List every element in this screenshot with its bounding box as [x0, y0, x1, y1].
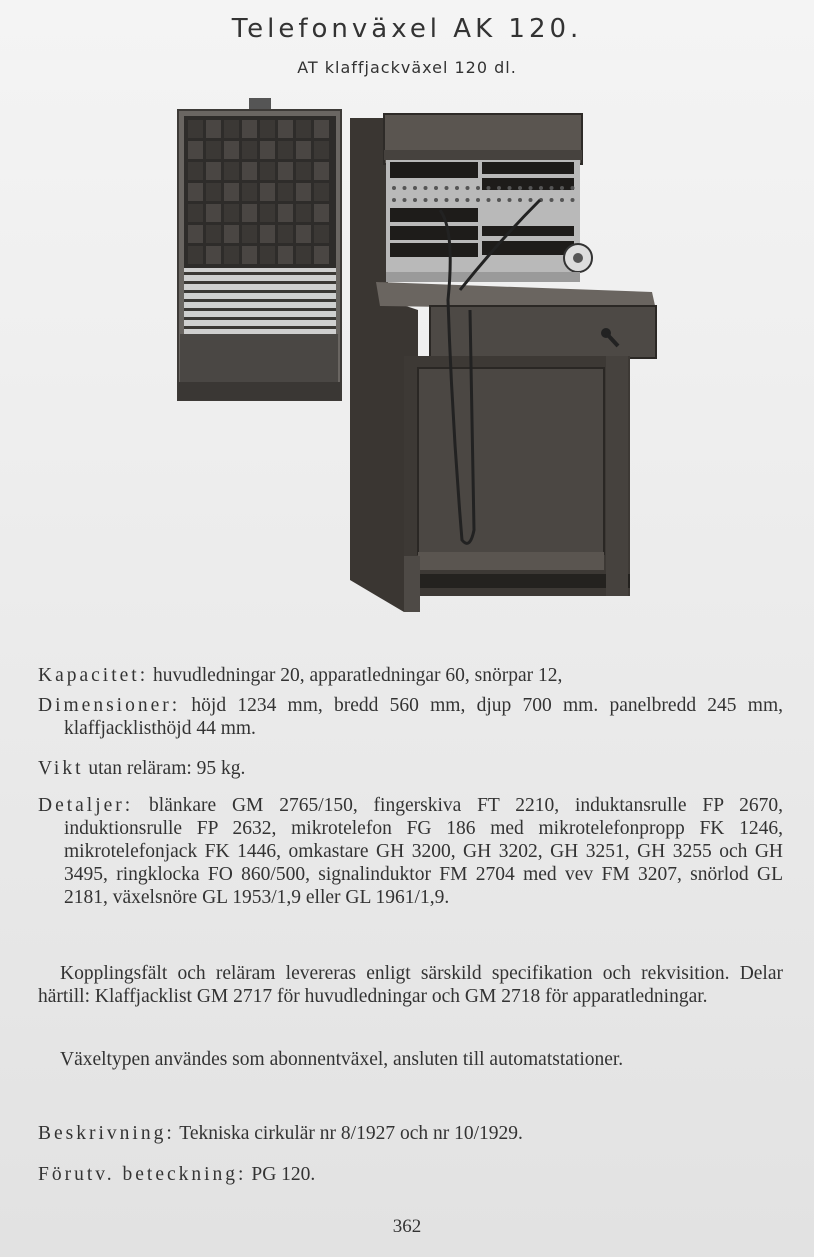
- relay-block: [206, 204, 221, 222]
- switchboard-cabinet-illustration: [350, 114, 656, 612]
- relay-block: [296, 225, 311, 243]
- relay-block: [206, 120, 221, 138]
- relay-block: [314, 183, 329, 201]
- page-number: 362: [392, 1216, 422, 1237]
- jack-dot: [508, 198, 512, 202]
- relay-block: [224, 183, 239, 201]
- jack-dot: [466, 198, 470, 202]
- spec-label-kapacitet: Kapacitet:: [38, 665, 149, 686]
- relay-block: [242, 141, 257, 159]
- relay-block: [278, 225, 293, 243]
- jack-dot: [476, 186, 480, 190]
- relay-block: [278, 120, 293, 138]
- reference-label-beskrivning: Beskrivning:: [38, 1123, 175, 1144]
- relay-block: [314, 204, 329, 222]
- relay-bar: [184, 326, 336, 329]
- relay-block: [242, 183, 257, 201]
- relay-bar: [184, 290, 336, 293]
- relay-block: [314, 246, 329, 264]
- jack-dot: [403, 186, 407, 190]
- jack-dot: [518, 198, 522, 202]
- relay-block: [206, 246, 221, 264]
- relay-bar: [184, 317, 336, 320]
- spec-text-detaljer: blänkare GM 2765/150, fingerskiva FT 2210, induktansrulle FP 2670, induktionsrulle FP 2632, mikrotelefon FG 186 med mikrotelefonpropp FK 1246, mikrotelefonjack FK 1446, omkastare GH 3200, GH 3202, GH 3251, GH 3255 och GH 3495, ringklocka FO 860/500, signalinduktor FM 2704 med vev FM 3207, snörlod GL 2181, växelsnöre GL 1953/1,9 eller GL 1961/1,9.: [64, 795, 783, 908]
- jack-dot: [529, 186, 533, 190]
- reference-beskrivning: [38, 1122, 783, 1145]
- relay-block: [206, 141, 221, 159]
- jack-dot: [571, 198, 575, 202]
- jack-dot: [434, 186, 438, 190]
- relay-block: [224, 120, 239, 138]
- jack-dot: [529, 198, 533, 202]
- paragraph-kopplingsfalt: Kopplingsfält och reläram levereras enligt särskild specifikation och rekvisition. Delar härtill: Klaffjacklist GM 2717 för huvudledningar och GM 2718 för apparatledningar.: [38, 963, 783, 1007]
- jack-dot: [466, 186, 470, 190]
- relay-block: [296, 141, 311, 159]
- relay-bar: [184, 308, 336, 311]
- jack-dot: [455, 186, 459, 190]
- relay-block: [278, 183, 293, 201]
- jack-dot: [392, 186, 396, 190]
- relay-block: [296, 120, 311, 138]
- relay-block: [260, 120, 275, 138]
- relay-block: [260, 204, 275, 222]
- relay-block: [296, 183, 311, 201]
- relay-block: [188, 162, 203, 180]
- spec-text-kapacitet: huvudledningar 20, apparatledningar 60, snörpar 12,: [153, 665, 563, 686]
- relay-block: [260, 183, 275, 201]
- jack-dot: [497, 186, 501, 190]
- jack-dot: [560, 186, 564, 190]
- relay-block: [278, 141, 293, 159]
- reference-text-forutv: PG 120.: [251, 1164, 316, 1185]
- jack-dot: [413, 198, 417, 202]
- jack-dot: [445, 198, 449, 202]
- relay-block: [188, 120, 203, 138]
- relay-block: [296, 246, 311, 264]
- jack-dot: [508, 186, 512, 190]
- spec-kapacitet: [38, 664, 783, 687]
- jack-dot: [413, 186, 417, 190]
- jack-dot: [455, 198, 459, 202]
- spec-text-vikt: utan reläram: 95 kg.: [88, 758, 246, 779]
- jack-dot: [550, 186, 554, 190]
- jack-dot: [476, 198, 480, 202]
- jack-dot: [424, 186, 428, 190]
- relay-block: [224, 162, 239, 180]
- jack-dot: [497, 198, 501, 202]
- relay-block: [242, 162, 257, 180]
- relay-block: [224, 204, 239, 222]
- relay-block: [260, 246, 275, 264]
- relay-block: [188, 141, 203, 159]
- relay-block: [314, 225, 329, 243]
- spec-text-dimensioner: höjd 1234 mm, bredd 560 mm, djup 700 mm. panelbredd 245 mm, klaffjacklisthöjd 44 mm.: [64, 695, 784, 739]
- relay-bar: [184, 272, 336, 275]
- relay-block: [224, 141, 239, 159]
- relay-block: [188, 246, 203, 264]
- jack-dot: [392, 198, 396, 202]
- relay-block: [206, 225, 221, 243]
- jack-dot: [403, 198, 407, 202]
- relay-block: [206, 183, 221, 201]
- reference-label-forutv: Förutv. beteckning:: [38, 1164, 247, 1185]
- spec-vikt: [38, 757, 783, 780]
- relay-block: [206, 162, 221, 180]
- relay-block: [278, 246, 293, 264]
- reference-forutv: [38, 1163, 783, 1186]
- relay-block: [296, 204, 311, 222]
- relay-bar: [184, 299, 336, 302]
- relay-block: [260, 162, 275, 180]
- relay-bar: [184, 281, 336, 284]
- spec-dimensioner: [38, 694, 783, 740]
- jack-dot: [424, 198, 428, 202]
- jack-dot: [445, 186, 449, 190]
- relay-block: [314, 141, 329, 159]
- relay-block: [296, 162, 311, 180]
- jack-dot: [518, 186, 522, 190]
- relay-block: [188, 225, 203, 243]
- relay-block: [260, 141, 275, 159]
- relay-block: [278, 204, 293, 222]
- jack-dot: [487, 198, 491, 202]
- paragraph-vaxeltypen: Växeltypen användes som abonnentväxel, ansluten till automatstationer.: [60, 1049, 624, 1070]
- reference-text-beskrivning: Tekniska cirkulär nr 8/1927 och nr 10/1929.: [179, 1123, 523, 1144]
- jack-dot: [560, 198, 564, 202]
- relay-block: [314, 162, 329, 180]
- relay-block: [314, 120, 329, 138]
- spec-label-dimensioner: Dimensioner:: [38, 695, 181, 716]
- relay-block: [242, 120, 257, 138]
- jack-dot: [487, 186, 491, 190]
- relay-block: [242, 225, 257, 243]
- relay-block: [242, 204, 257, 222]
- spec-label-detaljer: Detaljer:: [38, 795, 134, 816]
- relay-block: [242, 246, 257, 264]
- jack-dot: [571, 186, 575, 190]
- relay-block: [278, 162, 293, 180]
- page-title: Telefonväxel AK 120.: [231, 14, 583, 44]
- relay-block: [188, 204, 203, 222]
- relay-block: [224, 246, 239, 264]
- page-subtitle: AT klaffjackväxel 120 dl.: [297, 58, 517, 77]
- jack-dot: [434, 198, 438, 202]
- relay-block: [188, 183, 203, 201]
- relay-frame-illustration: [178, 98, 341, 400]
- spec-detaljer: [38, 794, 783, 909]
- jack-dot: [550, 198, 554, 202]
- jack-dot: [539, 186, 543, 190]
- relay-block: [260, 225, 275, 243]
- relay-block: [224, 225, 239, 243]
- spec-label-vikt: Vikt: [38, 758, 84, 779]
